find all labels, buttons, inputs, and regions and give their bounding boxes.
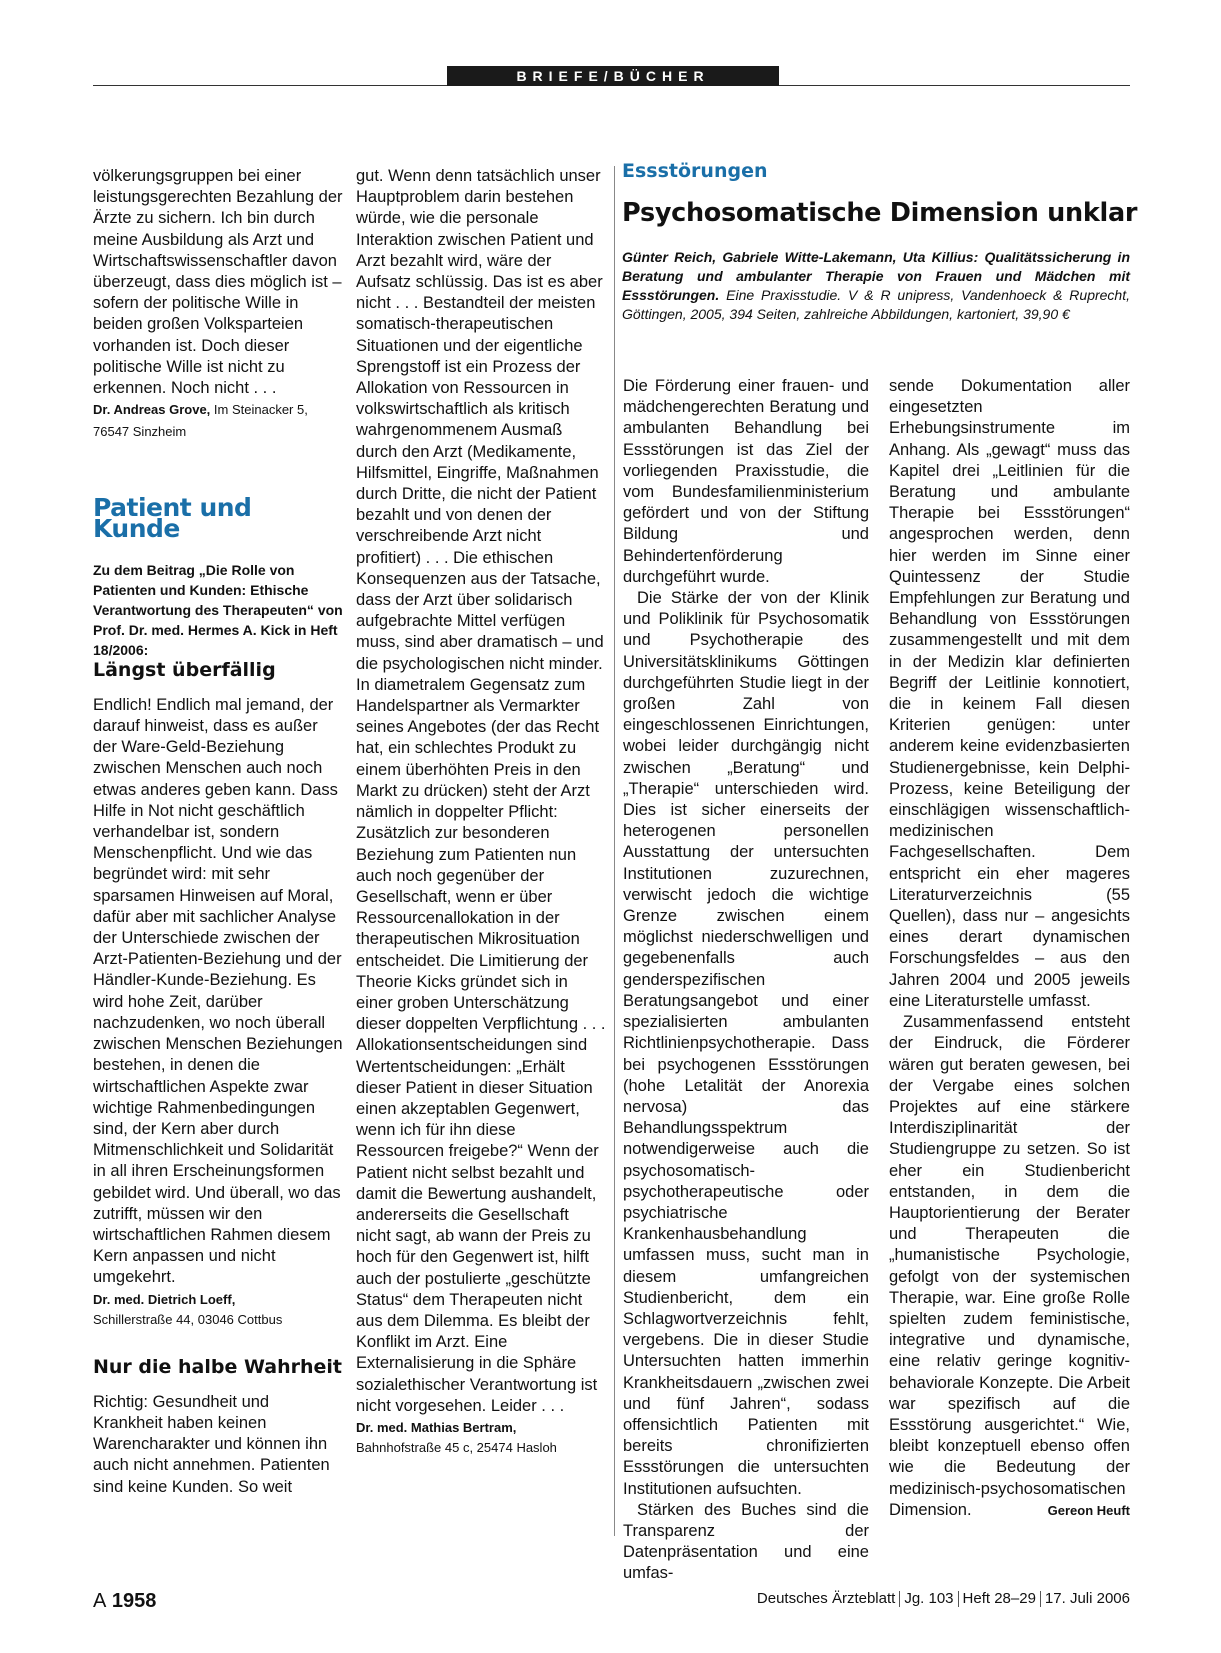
review-paragraph-4 — [889, 1012, 1130, 1521]
section-title-patient-und-kunde: Patient und Kunde — [93, 493, 252, 544]
review-title: Psychosomatische Dimension unklar — [622, 198, 1138, 228]
review-paragraph-3-cont: sende Dokumentation aller eingesetzten Erhebungsinstrumente im Anhang. Als „gewagt“ muss das Kapitel drei „Leitlinien für die Beratung und ambulante Therapie bei Essstörungen“ angesprochen werden, denn hier werden im Sinne einer Quintessenz der Studie Empfehlungen zur Beratung und Behandlung von Essstörungen zusammengestellt und mit dem in der Medizin klar definierten Begriff der Leitlinie konnotiert, die in keinem Fall diesen Kriterien genügen: unter anderem keine evidenzbasierten Studienergebnisse, kein Delphi-Prozess, keine Beteiligung der einschlägigen wissenschaftlich-medizinischen Fachgesellschaften. Dem entspricht ein eher mageres Literaturverzeichnis (55 Quellen), dass nur – angesichts eines derart dynamischen Forschungsfeldes – aus den Jahren 2004 und 2005 jeweils eine Literaturstelle umfasst. — [889, 377, 1130, 1010]
review-category: Essstörungen — [622, 160, 768, 182]
letter1-continued-text: völkerungsgruppen bei einer leistungsgerechten Bezahlung der Ärzte zu sichern. Ich bin durch meine Ausbildung als Arzt und Wirtschaftswissenschaftler davon überzeugt, dass dies möglich ist – sofern der politische Wille in beiden großen Volksparteien vorhanden ist. Doch dieser politische Wille ist nicht zu erkennen. Noch nicht . . . — [93, 167, 343, 398]
book-publication-details: Eine Praxisstudie. V & R unipress, Vandenhoeck & Ruprecht, Göttingen, 2005, 394 Seiten, zahlreiche Abbildungen, kartoniert, 39,90 € — [622, 287, 1130, 322]
letter1-signature — [93, 399, 343, 443]
journal-name: Deutsches Ärzteblatt — [756, 1590, 896, 1607]
review-paragraph-3: Stärken des Buches sind die Transparenz der Datenpräsentation und eine umfas- — [623, 1500, 869, 1583]
letter3-address: Bahnhofstraße 45 c, 25474 Hasloh — [356, 1439, 557, 1455]
letter1-author: Dr. Andreas Grove, — [93, 402, 211, 418]
section-header: BRIEFE/BÜCHER — [447, 66, 779, 86]
journal-date: 17. Juli 2006 — [1044, 1590, 1130, 1607]
article-reference-intro: Zu dem Beitrag „Die Rolle von Patienten und Kunden: Ethische Verantwortung des Therapeuten“ von Prof. Dr. med. Hermes A. Kick in Heft 18/2006: — [93, 561, 343, 658]
letter2-title: Längst überfällig — [93, 658, 276, 681]
letter3-title: Nur die halbe Wahrheit — [93, 1355, 342, 1378]
review-paragraph-2: Die Stärke der von der Klinik und Poliklinik für Psychosomatik und Psychotherapie des Universitätsklinikums Göttingen durchgeführten Studie liegt in der großen Zahl von eingeschlossenen Einrichtungen, wobei leider durchgängig nicht zwischen „Beratung“ und „Therapie“ unterschieden wird. Dies ist sicher einerseits der heterogenen personellen Ausstattung der untersuchten Institutionen zuzurechnen, verwischt jedoch die wichtige Grenze zwischen einem möglichst niederschwelligen und gegebenenfalls auch genderspezifischen Beratungsangebot und einer spezialisierten ambulanten Richtlinienpsychotherapie. Dass bei psychogenen Essstörungen (hohe Letalität der Anorexia nervosa) das Behandlungsspektrum notwendigerweise auch die psychosomatisch-psychotherapeutische oder psychiatrische Krankenhausbehandlung umfassen muss, sucht man in diesem umfangreichen Studienbericht, dem ein Schlagwortverzeichnis fehlt, vergebens. Die in dieser Studie Untersuchten hatten immerhin Krankheitsdauern „zwischen zwei und fünf Jahren“, sodass offensichtlich Patienten mit bereits chronifizierten Essstörungen die untersuchten Institutionen aufsuchten. — [623, 589, 869, 1498]
column-divider — [614, 166, 615, 1536]
letter3-author: Dr. med. Mathias Bertram, — [356, 1419, 517, 1435]
review-column-1 — [623, 376, 869, 1585]
letter3-text-cont: gut. Wenn denn tatsächlich unser Hauptproblem darin bestehen würde, wie die personale Interaktion zwischen Patient und Arzt bezahlt wird, wäre der Aufsatz schlüssig. Das ist es aber nicht . . . Bestandteil der meisten somatisch-therapeutischen Situationen und der eigentliche Sprengstoff ist ein Prozess der Allokation von Ressourcen in volkswirtschaftlich als kritisch wahrgenommenem Ausmaß durch den Arzt (Medikamente, Hilfsmittel, Eingriffe, Maßnahmen durch Dritte, die nicht der Patient bezahlt und von denen der verschreibende Arzt nicht profitiert) . . . Die ethischen Konsequenzen aus der Tatsache, dass der Arzt über solidarisch aufgebrachte Mittel verfügen muss, sind aber dramatisch – und die psychologischen nicht minder. In diametralem Gegensatz zum Handelspartner als Vermarkter seines Angebotes (der das Recht hat, ein schlechtes Produkt zu einem überhöhten Preis in den Markt zu drücken) steht der Arzt nämlich in doppelter Pflicht: Zusätzlich zur besonderen Beziehung zum Patienten nun auch noch gegenüber der Gesellschaft, wenn er über Ressourcenallokation in der therapeutischen Mikrosituation entscheidet. Die Limitierung der Theorie Kicks gründet sich in einer groben Unterschätzung dieser doppelten Verpflichtung . . . Allokationsentscheidungen sind Wertentscheidungen: „Erhält dieser Patient in dieser Situation einen akzeptablen Gegenwert, wenn ich für ihn diese Ressourcen freigebe?“ Wenn der Patient nicht selbst bezahlt und damit die Bewertung aushandelt, andererseits die Gesellschaft nicht sagt, ab wann der Preis zu hoch für den Gegenwert ist, hilft auch der postulierte „geschützte Status“ dem Therapeuten nicht aus dem Dilemma. Es bleibt der Konflikt im Arzt. Eine Externalisierung in die Sphäre sozialethischer Verantwortung ist nicht vorgesehen. Leider . . . — [356, 167, 606, 1415]
review-paragraph-4-text: Zusammenfassend entsteht der Eindruck, die Förderer wären gut beraten gewesen, bei der Vergabe eines solchen Projektes auf eine stärkere Interdisziplinarität der Studiengruppe zu setzen. So ist eher ein Studienbericht entstanden, in dem die Hauptorientierung der Berater und Therapeuten die „humanistische Psychologie, gefolgt von der systemischen Therapie, war. Eine große Rolle spielten zudem feministische, integrative und dynamische, eine relativ geringe kognitiv-behaviorale Konzepte. Die Arbeit war spezifisch auf die Essstörung ausgerichtet.“ Wie, bleibt konzeptuell ebenso offen wie die Bedeutung der medizinisch-psychosomatischen Dimension. — [889, 1013, 1130, 1519]
book-bibliography — [622, 248, 1130, 324]
column-2 — [356, 166, 606, 1459]
journal-issue: Heft 28–29 — [962, 1590, 1036, 1607]
book-authors-title: Günter Reich, Gabriele Witte-Lakemann, Uta Killius: Qualitätssicherung in Beratung und ambulanter Therapie von Frauen und Mädchen mit Essstörungen. — [622, 249, 1130, 303]
review-column-2 — [889, 376, 1130, 1521]
letter2-address: Schillerstraße 44, 03046 Cottbus — [93, 1311, 283, 1327]
letter2-author: Dr. med. Dietrich Loeff, — [93, 1291, 236, 1307]
letter1-address: Im Steinacker 5, 76547 Sinzheim — [93, 402, 308, 440]
review-author: Gereon Heuft — [1047, 1502, 1130, 1518]
letter3-text-start: Richtig: Gesundheit und Krankheit haben keinen Warencharakter und können ihn auch nicht annehmen. Patienten sind keine Kunden. So weit — [93, 1392, 330, 1496]
letter2-text: Endlich! Endlich mal jemand, der darauf hinweist, dass es außer der Ware-Geld-Beziehung zwischen Menschen auch noch etwas anderes geben kann. Dass Hilfe in Not nicht geschäftlich verhandelbar ist, sondern Menschenpflicht. Und wie das begründet wird: mit sehr sparsamen Hinweisen auf Moral, dafür aber mit sachlicher Analyse der Unterschiede zwischen der Arzt-Patienten-Beziehung und der Händler-Kunde-Beziehung. Es wird hohe Zeit, darüber nachzudenken, wo noch überall zwischen Menschen Beziehungen bestehen, in denen die wirtschaftlichen Aspekte zwar wichtige Rahmenbedingungen sind, der Kern aber durch Mitmenschlichkeit und Solidarität in all ihren Erscheinungsformen gebildet wird. Und überall, wo das zutrifft, müssen wir den wirtschaftlichen Rahmen diesem Kern anpassen und nicht umgekehrt. — [93, 695, 343, 1287]
page-number: A 1958 — [93, 1590, 157, 1612]
review-paragraph-1: Die Förderung einer frauen- und mädchengerechten Beratung und ambulanten Behandlung bei Essstörungen ist das Ziel der vorliegenden Praxisstudie, die vom Bundesfamilienministerium gefördert und von der Stiftung Bildung und Behindertenförderung durchgeführt wurde. — [623, 377, 869, 586]
journal-volume: Jg. 103 — [904, 1590, 954, 1607]
column-1 — [93, 166, 343, 1498]
journal-info — [757, 1590, 1130, 1607]
